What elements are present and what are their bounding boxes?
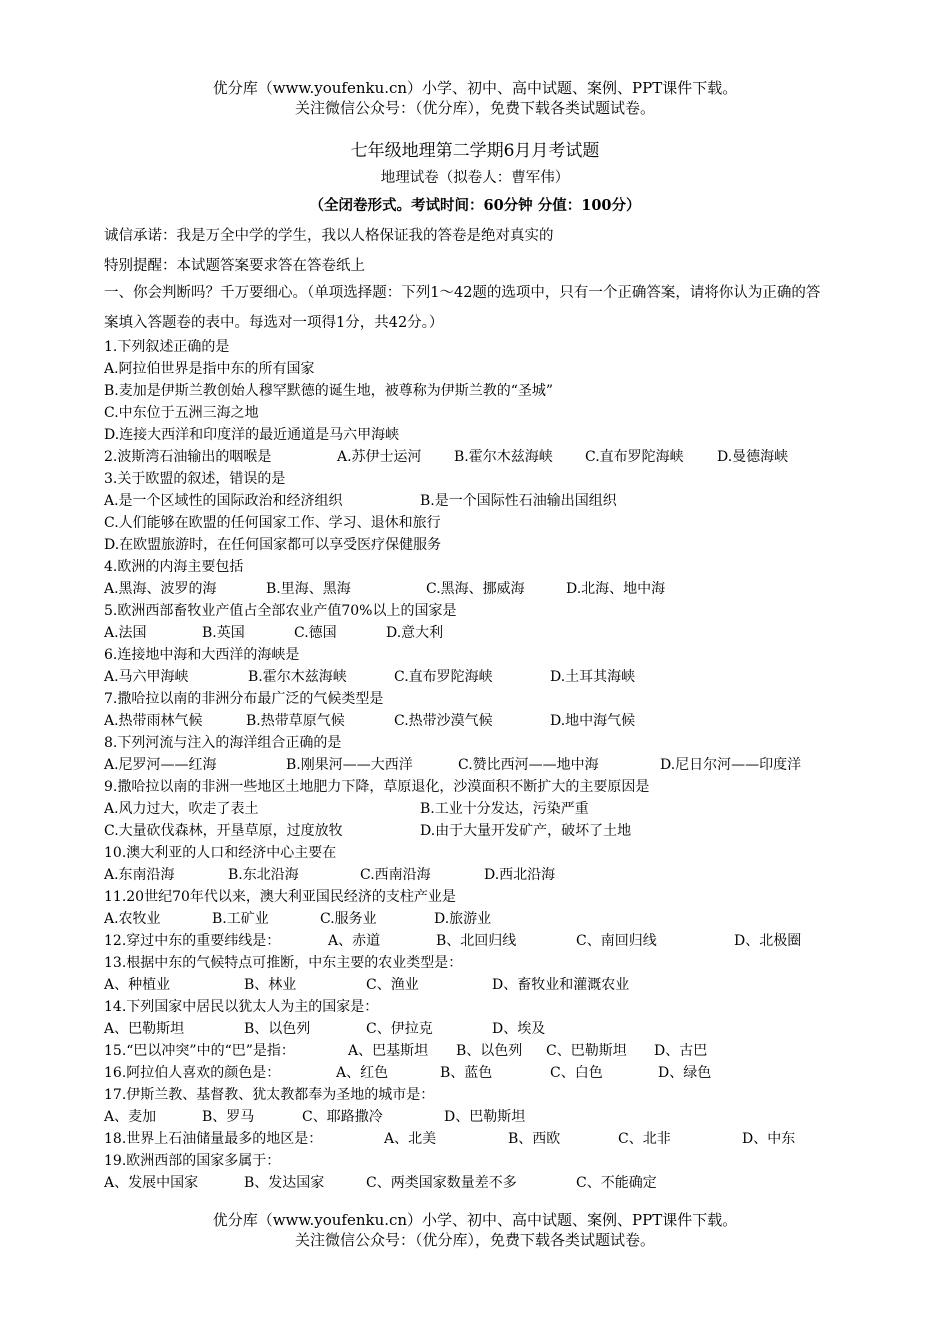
- option-text: A、发展中国家: [104, 1175, 199, 1191]
- line-text: A.阿拉伯世界是指中东的所有国家: [104, 361, 315, 377]
- question-line: [104, 908, 844, 930]
- line-text: 10.澳大利亚的人口和经济中心主要在: [104, 845, 337, 861]
- line-text: 7.撒哈拉以南的非洲分布最广泛的气候类型是: [104, 691, 384, 707]
- special-reminder: 特别提醒：本试题答案要求答在答卷纸上: [104, 258, 365, 274]
- option-text: B.刚果河——大西洋: [286, 757, 413, 773]
- question-line: [104, 424, 844, 446]
- option-text: C.赞比西河——地中海: [458, 757, 599, 773]
- question-line: [104, 468, 844, 490]
- question-line: [104, 754, 844, 776]
- question-line: [104, 534, 844, 556]
- question-line: [104, 776, 844, 798]
- honesty-pledge: 诚信承诺：我是万全中学的学生，我以人格保证我的答卷是绝对真实的: [104, 228, 554, 244]
- option-text: C、北非: [618, 1131, 671, 1147]
- line-text: 13.根据中东的气候特点可推断，中东主要的农业类型是：: [104, 955, 463, 971]
- question-line: [104, 446, 844, 468]
- option-text: C.直布罗陀海峡: [394, 669, 493, 685]
- option-text: 2.波斯湾石油输出的咽喉是: [104, 449, 272, 465]
- option-text: C.大量砍伐森林，开垦草原，过度放牧: [104, 823, 343, 839]
- option-text: D.尼日尔河——印度洋: [660, 757, 802, 773]
- option-text: D.西北沿海: [484, 867, 556, 883]
- exam-info: （全闭卷形式。考试时间：60分钟 分值：100分）: [309, 197, 641, 214]
- option-text: B.工矿业: [212, 911, 269, 927]
- option-text: C.服务业: [320, 911, 377, 927]
- question-line: [104, 710, 844, 732]
- option-text: A.马六甲海峡: [104, 669, 189, 685]
- option-text: B.工业十分发达，污染严重: [420, 801, 589, 817]
- option-text: B.东北沿海: [228, 867, 299, 883]
- question-line: [104, 732, 844, 754]
- line-text: C.人们能够在欧盟的任何国家工作、学习、退休和旅行: [104, 515, 441, 531]
- option-text: A、巴基斯坦: [348, 1043, 429, 1059]
- option-text: A、麦加: [104, 1109, 157, 1125]
- option-text: A、巴勒斯坦: [104, 1021, 185, 1037]
- line-text: 1.下列叙述正确的是: [104, 339, 230, 355]
- option-text: C、白色: [550, 1065, 603, 1081]
- option-text: C.德国: [294, 625, 337, 641]
- line-text: D.连接大西洋和印度洋的最近通道是马六甲海峡: [104, 427, 400, 443]
- option-text: B、罗马: [202, 1109, 255, 1125]
- option-text: B.英国: [202, 625, 245, 641]
- option-text: D.曼德海峡: [717, 449, 789, 465]
- option-text: C、巴勒斯坦: [546, 1043, 627, 1059]
- option-text: A.苏伊士运河: [337, 449, 422, 465]
- option-text: C、两类国家数量差不多: [366, 1175, 517, 1191]
- section-1-instructions: 一、你会判断吗？千万要细心。（单项选择题：下列1～42题的选项中，只有一个正确答案，请将你认为正确的答案填入答题卷的表中。每选对一项得1分，共42分。）: [104, 285, 821, 331]
- option-text: D、巴勒斯坦: [444, 1109, 526, 1125]
- question-line: [104, 1040, 844, 1062]
- option-text: 18.世界上石油储量最多的地区是：: [104, 1131, 323, 1147]
- question-line: [104, 1062, 844, 1084]
- question-line: [104, 952, 844, 974]
- option-text: 12.穿过中东的重要纬线是：: [104, 933, 281, 949]
- exam-subtitle: 地理试卷（拟卷人：曹军伟）: [380, 170, 570, 186]
- option-text: B.霍尔木兹海峡: [454, 449, 553, 465]
- header-line-2: 关注微信公众号：（优分库），免费下载各类试题试卷。: [294, 99, 655, 117]
- option-text: D.土耳其海峡: [550, 669, 636, 685]
- option-text: B、以色列: [244, 1021, 311, 1037]
- option-text: B、发达国家: [244, 1175, 325, 1191]
- question-line: [104, 798, 844, 820]
- question-line: [104, 666, 844, 688]
- question-line: [104, 886, 844, 908]
- option-text: C、不能确定: [576, 1175, 657, 1191]
- option-text: D、畜牧业和灌溉农业: [492, 977, 630, 993]
- option-text: D、绿色: [658, 1065, 712, 1081]
- exam-title: 七年级地理第二学期6月月考试题: [350, 141, 600, 161]
- line-text: 11.20世纪70年代以来，澳大利亚国民经济的支柱产业是: [104, 889, 456, 905]
- option-text: C.黑海、挪威海: [426, 581, 525, 597]
- question-line: [104, 974, 844, 996]
- question-line: [104, 688, 844, 710]
- option-text: D.意大利: [386, 625, 444, 641]
- option-text: C.直布罗陀海峡: [585, 449, 684, 465]
- option-text: B.是一个国际性石油输出国组织: [420, 493, 617, 509]
- question-line: [104, 644, 844, 666]
- option-text: A、种植业: [104, 977, 171, 993]
- question-line: [104, 512, 844, 534]
- line-text: D.在欧盟旅游时，在任何国家都可以享受医疗保健服务: [104, 537, 442, 553]
- line-text: 6.连接地中海和大西洋的海峡是: [104, 647, 300, 663]
- option-text: D、中东: [742, 1131, 796, 1147]
- option-text: D、北极圈: [734, 933, 802, 949]
- line-text: 17.伊斯兰教、基督教、犹太教都奉为圣地的城市是：: [104, 1087, 435, 1103]
- question-line: [104, 1106, 844, 1128]
- question-line: [104, 336, 844, 358]
- line-text: 8.下列河流与注入的海洋组合正确的是: [104, 735, 342, 751]
- option-text: A.风力过大，吹走了表土: [104, 801, 259, 817]
- line-text: 3.关于欧盟的叙述，错误的是: [104, 471, 286, 487]
- option-text: 16.阿拉伯人喜欢的颜色是：: [104, 1065, 281, 1081]
- question-line: [104, 380, 844, 402]
- option-text: A.黑海、波罗的海: [104, 581, 217, 597]
- option-text: C、南回归线: [576, 933, 657, 949]
- option-text: C、渔业: [366, 977, 419, 993]
- option-text: D.北海、地中海: [566, 581, 666, 597]
- line-text: 5.欧洲西部畜牧业产值占全部农业产值70%以上的国家是: [104, 603, 457, 619]
- option-text: A、红色: [336, 1065, 389, 1081]
- question-line: [104, 1084, 844, 1106]
- question-line: [104, 622, 844, 644]
- question-line: [104, 578, 844, 600]
- option-text: A.东南沿海: [104, 867, 175, 883]
- line-text: 9.撒哈拉以南的非洲一些地区土地肥力下降，草原退化，沙漠面积不断扩大的主要原因是: [104, 779, 650, 795]
- option-text: B.里海、黑海: [266, 581, 351, 597]
- question-line: [104, 1172, 844, 1194]
- option-text: B.霍尔木兹海峡: [248, 669, 347, 685]
- option-text: C.热带沙漠气候: [394, 713, 493, 729]
- option-text: C、伊拉克: [366, 1021, 433, 1037]
- option-text: A.农牧业: [104, 911, 161, 927]
- option-text: D.由于大量开发矿产，破坏了土地: [420, 823, 632, 839]
- option-text: D、埃及: [492, 1021, 546, 1037]
- option-text: B、蓝色: [440, 1065, 493, 1081]
- option-text: D、古巴: [654, 1043, 708, 1059]
- line-text: C.中东位于五洲三海之地: [104, 405, 259, 421]
- option-text: A.热带雨林气候: [104, 713, 203, 729]
- line-text: 19.欧洲西部的国家多属于：: [104, 1153, 281, 1169]
- option-text: A.是一个区域性的国际政治和经济组织: [104, 493, 343, 509]
- question-line: [104, 556, 844, 578]
- option-text: A、赤道: [328, 933, 381, 949]
- option-text: A.尼罗河——红海: [104, 757, 217, 773]
- line-text: B.麦加是伊斯兰教创始人穆罕默德的诞生地，被尊称为伊斯兰教的“圣城”: [104, 383, 554, 399]
- option-text: B、北回归线: [436, 933, 517, 949]
- option-text: B、以色列: [456, 1043, 523, 1059]
- question-list: [104, 336, 844, 1194]
- question-line: [104, 996, 844, 1018]
- question-line: [104, 600, 844, 622]
- footer-line-2: 关注微信公众号：（优分库），免费下载各类试题试卷。: [294, 1231, 655, 1249]
- question-line: [104, 930, 844, 952]
- option-text: 15.“巴以冲突”中的“巴”是指：: [104, 1043, 295, 1059]
- option-text: C、耶路撒冷: [302, 1109, 383, 1125]
- line-text: 4.欧洲的内海主要包括: [104, 559, 244, 575]
- question-line: [104, 490, 844, 512]
- option-text: A.法国: [104, 625, 147, 641]
- option-text: D.旅游业: [434, 911, 492, 927]
- question-line: [104, 1150, 844, 1172]
- option-text: B.热带草原气候: [246, 713, 345, 729]
- question-line: [104, 402, 844, 424]
- option-text: B、林业: [244, 977, 297, 993]
- option-text: B、西欧: [508, 1131, 561, 1147]
- option-text: D.地中海气候: [550, 713, 636, 729]
- question-line: [104, 864, 844, 886]
- header-line-1: 优分库（www.youfenku.cn）小学、初中、高中试题、案例、PPT课件下载。: [212, 79, 738, 97]
- option-text: A、北美: [384, 1131, 437, 1147]
- question-line: [104, 1018, 844, 1040]
- question-line: [104, 358, 844, 380]
- option-text: C.西南沿海: [360, 867, 431, 883]
- question-line: [104, 820, 844, 842]
- question-line: [104, 842, 844, 864]
- question-line: [104, 1128, 844, 1150]
- line-text: 14.下列国家中居民以犹太人为主的国家是：: [104, 999, 379, 1015]
- footer-line-1: 优分库（www.youfenku.cn）小学、初中、高中试题、案例、PPT课件下载。: [212, 1211, 738, 1229]
